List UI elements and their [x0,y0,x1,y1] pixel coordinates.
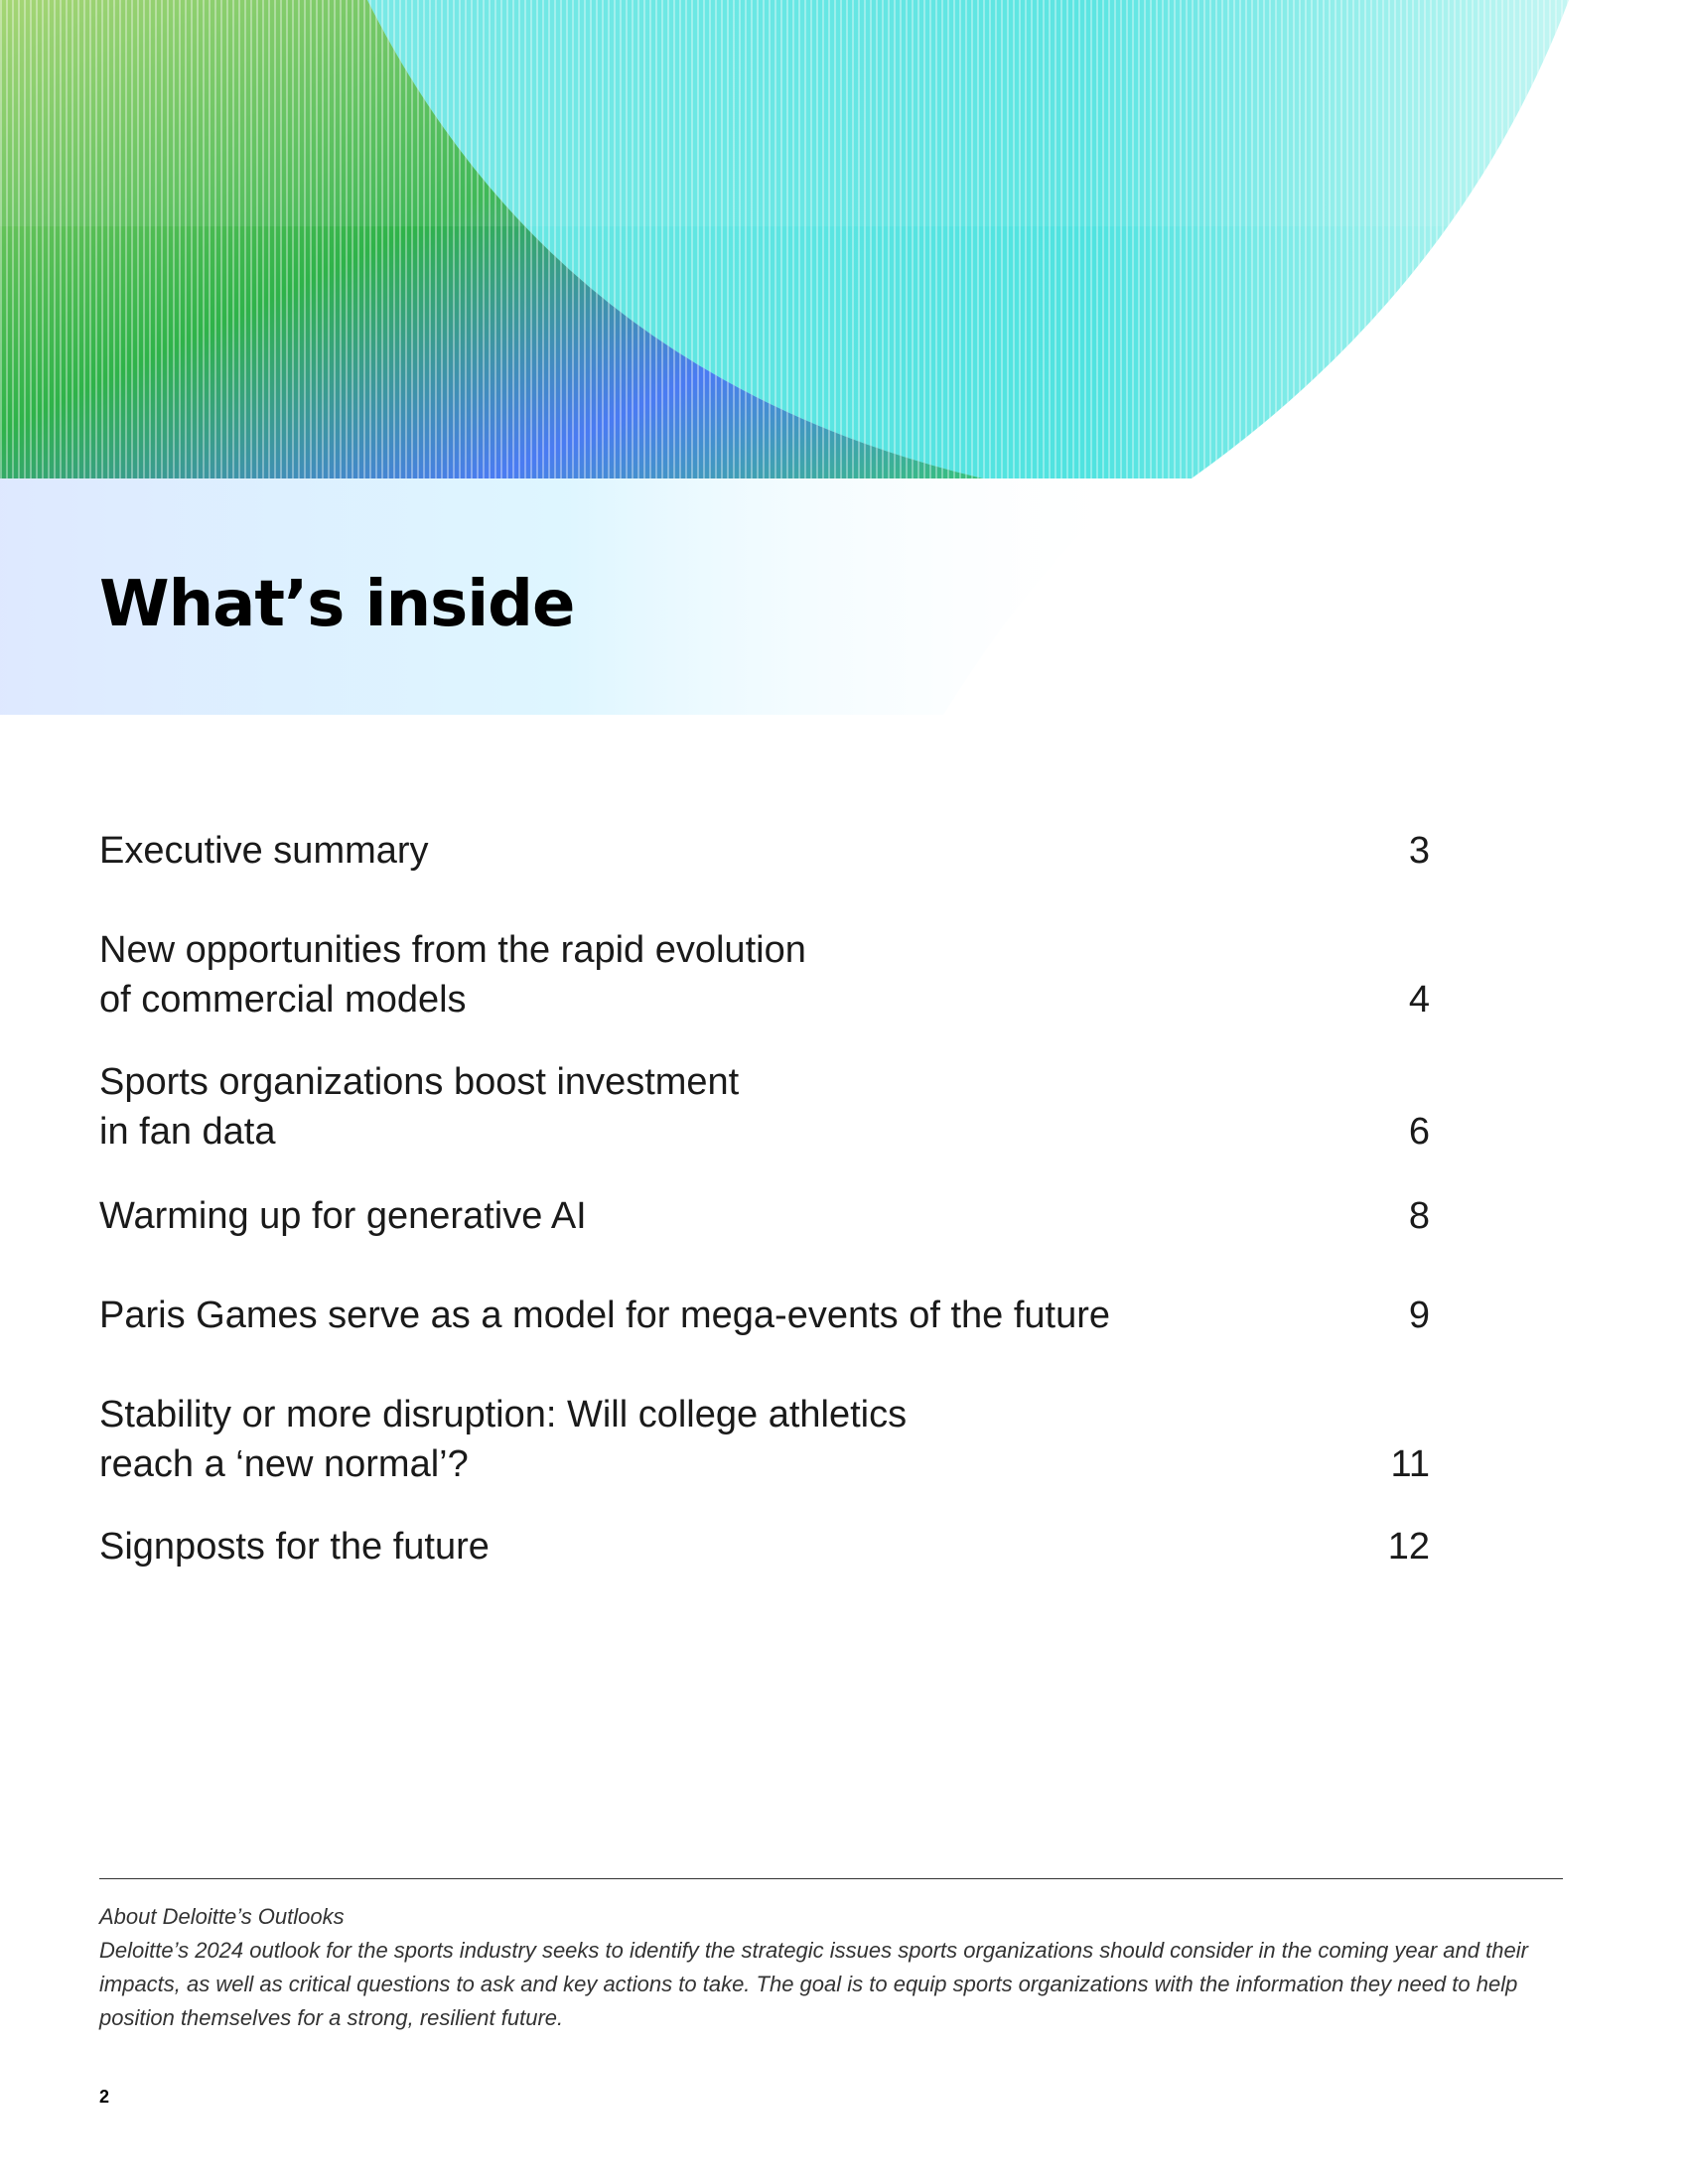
toc-item-page: 4 [1408,979,1430,1021]
page-title: What’s inside [99,568,575,641]
toc-item-title: Paris Games serve as a model for mega-events of the future [99,1295,1111,1336]
toc-item-executive-summary[interactable] [99,766,1430,876]
toc-item-title: Signposts for the future [99,1526,490,1568]
toc-item-commercial-models[interactable] [99,915,1430,1024]
about-section [99,1900,1539,2035]
toc-item-page: 8 [1408,1195,1430,1237]
about-heading: About Deloitte’s Outlooks [99,1904,345,1929]
about-body: Deloitte’s 2024 outlook for the sports industry seeks to identify the strategic issues sports organizations should consider in the coming year and their impacts, as well as critical questions to ask and key actions to take. The goal is to equip sports organizations with the information they need to help position themselves for a strong, resilient future. [99,1938,1528,2030]
toc-item-title: New opportunities from the rapid evolution of commercial models [99,929,806,1021]
footer-divider [99,1878,1563,1879]
toc-item-title: Sports organizations boost investment in fan data [99,1061,740,1153]
toc-item-page: 9 [1408,1295,1430,1336]
toc-item-signposts[interactable] [99,1462,1430,1571]
toc-item-page: 3 [1408,830,1430,872]
toc-item-page: 12 [1387,1526,1430,1568]
toc-item-paris-games[interactable] [99,1231,1430,1340]
toc-item-generative-ai[interactable] [99,1132,1430,1241]
toc-item-page: 6 [1408,1111,1430,1153]
toc-item-title: Executive summary [99,830,429,872]
page-number: 2 [99,2087,110,2107]
toc-item-title: Stability or more disruption: Will college athletics reach a ‘new normal’? [99,1394,908,1485]
toc-item-title: Warming up for generative AI [99,1195,587,1237]
toc-item-page: 11 [1390,1443,1430,1485]
